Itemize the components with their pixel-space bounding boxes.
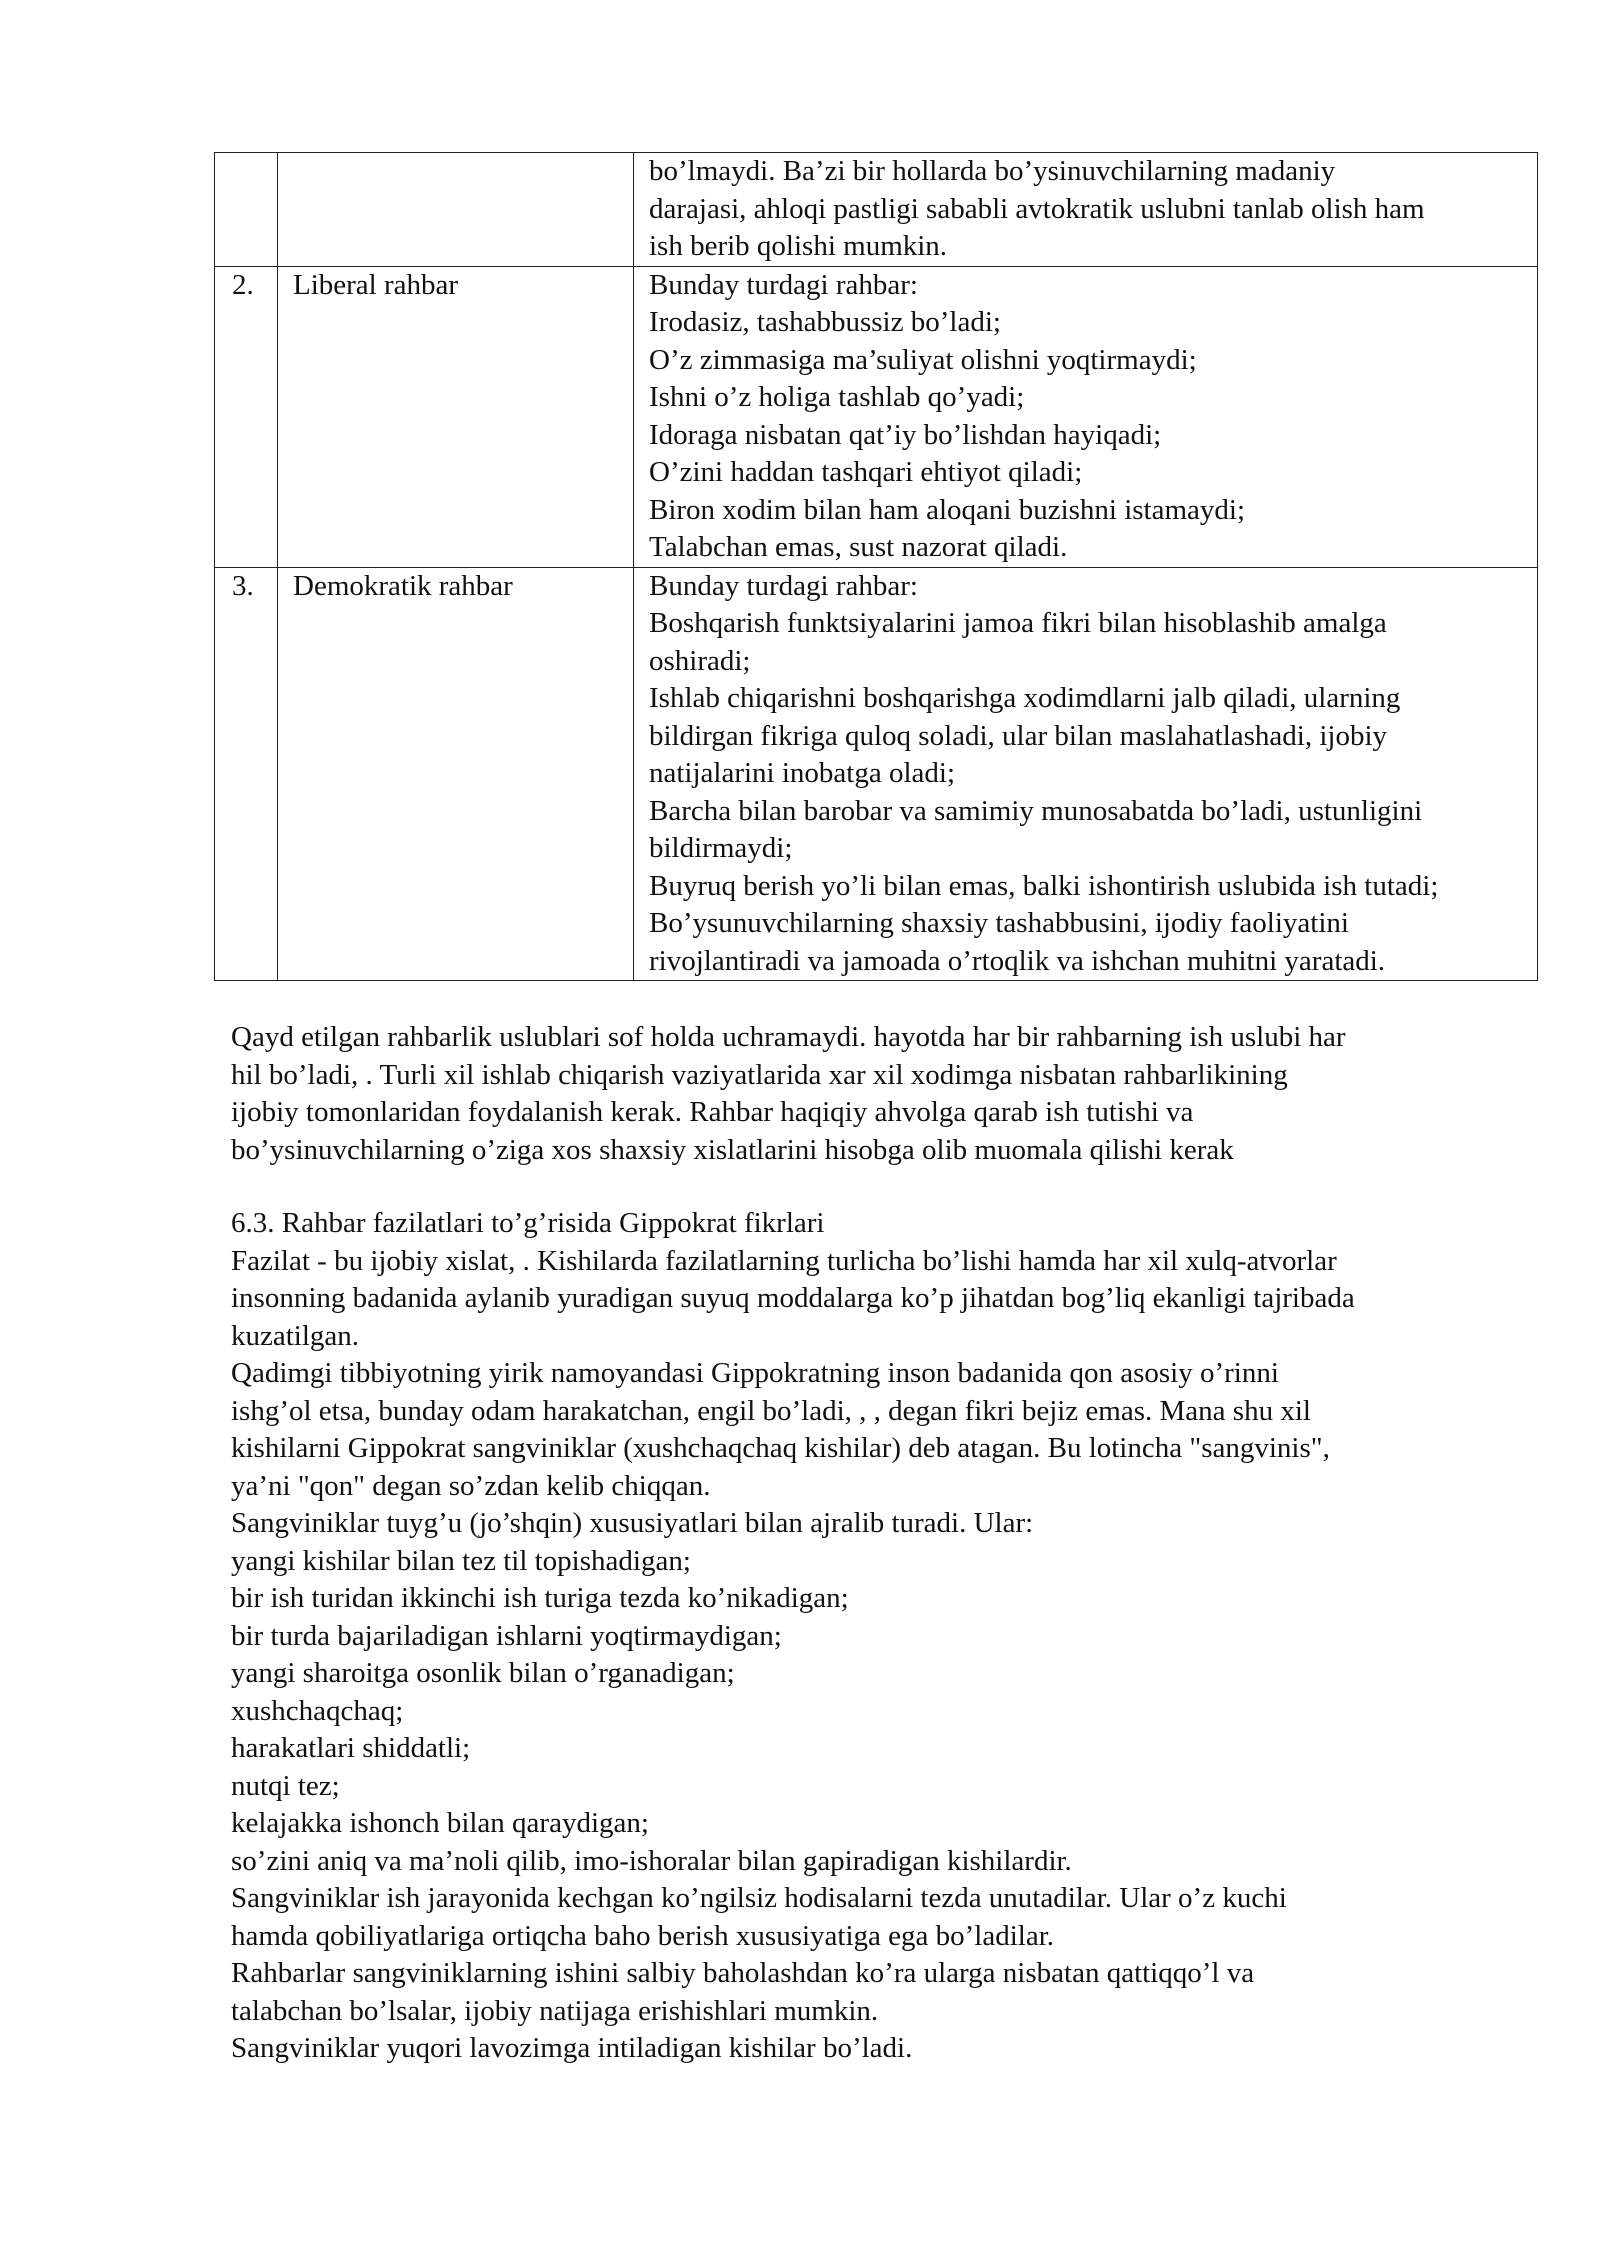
description-line: Talabchan emas, sust nazorat qiladi.	[649, 531, 1068, 563]
section-line: hamda qobiliyatlariga ortiqcha baho berish xususiyatiga ega bo’ladilar.	[231, 1919, 1055, 1952]
section-line: so’zini aniq va ma’noli qilib, imo-ishoralar bilan gapiradigan kishilardir.	[231, 1844, 1072, 1877]
style-description-cell	[634, 567, 1538, 981]
table-body	[215, 153, 1538, 981]
style-description-cell	[634, 153, 1538, 267]
section-line: Sangviniklar tuyg’u (jo’shqin) xususiyatlari bilan ajralib turadi. Ular:	[231, 1507, 1034, 1539]
table-row	[215, 266, 1538, 567]
description-line: bo’lmaydi. Ba’zi bir hollarda bo’ysinuvchilarning madaniy	[649, 155, 1336, 187]
row-number: 3.	[232, 569, 254, 602]
section-line: ishg’ol etsa, bunday odam harakatchan, engil bo’ladi, , , degan fikri bejiz emas. Mana shu xil	[231, 1394, 1311, 1427]
section-line: harakatlari shiddatli;	[231, 1732, 471, 1764]
row-number-cell	[215, 567, 278, 981]
paragraph-line: Qayd etilgan rahbarlik uslublari sof holda uchramaydi. hayotda har bir rahbarning ish uslubi har	[231, 1021, 1346, 1053]
section-line: Qadimgi tibbiyotning yirik namoyandasi Gippokratning inson badanida qon asosiy o’rinni	[231, 1357, 1279, 1389]
section-line: talabchan bo’lsalar, ijobiy natijaga erishishlari mumkin.	[231, 1994, 879, 2027]
description-line: oshiradi;	[649, 644, 751, 677]
description-line: Idoraga nisbatan qat’iy bo’lishdan hayiqadi;	[649, 418, 1162, 451]
description-line: Irodasiz, tashabbussiz bo’ladi;	[649, 306, 1001, 338]
description-line: Ishni o’z holiga tashlab qo’yadi;	[649, 381, 1025, 413]
section-line: ya’ni "qon" degan so’zdan kelib chiqqan.	[231, 1469, 711, 1502]
style-name-cell	[278, 153, 634, 267]
section-gippokrat	[231, 1205, 1561, 2068]
description-line: Boshqarish funktsiyalarini jamoa fikri bilan hisoblashib amalga	[649, 607, 1387, 639]
paragraph-line: ijobiy tomonlaridan foydalanish kerak. Rahbar haqiqiy ahvolga qarab ish tutishi va	[231, 1096, 1194, 1128]
paragraph-line: bo’ysinuvchilarning o’ziga xos shaxsiy xislatlarini hisobga olib muomala qilishi kerak	[231, 1133, 1234, 1166]
section-line: kishilarni Gippokrat sangviniklar (xushchaqchaq kishilar) deb atagan. Bu lotincha "sangvinis",	[231, 1432, 1330, 1464]
section-line: nutqi tez;	[231, 1769, 340, 1802]
description-line: ish berib qolishi mumkin.	[649, 230, 948, 262]
description-line: Barcha bilan barobar va samimiy munosabatda bo’ladi, ustunligini	[649, 794, 1423, 827]
leadership-styles-table	[214, 152, 1538, 981]
section-line: yangi kishilar bilan tez til topishadigan;	[231, 1544, 691, 1577]
section-line: Sangviniklar ish jarayonida kechgan ko’ngilsiz hodisalarni tezda unutadilar. Ular o’z kuchi	[231, 1882, 1287, 1914]
description-line: rivojlantiradi va jamoada o’rtoqlik va ishchan muhitni yaratadi.	[649, 944, 1386, 977]
description-line: Buyruq berish yo’li bilan emas, balki ishontirish uslubida ish tutadi;	[649, 869, 1439, 902]
section-line: kelajakka ishonch bilan qaraydigan;	[231, 1807, 649, 1839]
section-line: Rahbarlar sangviniklarning ishini salbiy baholashdan ko’ra ularga nisbatan qattiqqo’l va	[231, 1957, 1255, 1989]
table-row	[215, 153, 1538, 267]
section-line: kuzatilgan.	[231, 1319, 360, 1352]
paragraph-line: hil bo’ladi, . Turli xil ishlab chiqarish vaziyatlarida xar xil xodimga nisbatan rahbarlikining	[231, 1058, 1288, 1091]
description-line: Biron xodim bilan ham aloqani buzishni istamaydi;	[649, 493, 1246, 526]
section-line: insonning badanida aylanib yuradigan suyuq moddalarga ko’p jihatdan bog’liq ekanligi tajribada	[231, 1282, 1355, 1314]
description-line: darajasi, ahloqi pastligi sababli avtokratik uslubni tanlab olish ham	[649, 192, 1425, 225]
section-line: bir ish turidan ikkinchi ish turiga tezda ko’nikadigan;	[231, 1582, 849, 1614]
section-line: Fazilat - bu ijobiy xislat, . Kishilarda fazilatlarning turlicha bo’lishi hamda har xil xulq-atvorlar	[231, 1244, 1337, 1277]
style-name-cell	[278, 567, 634, 981]
description-line: Bo’ysunuvchilarning shaxsiy tashabbusini, ijodiy faoliyatini	[649, 907, 1349, 939]
description-line: bildirgan fikriga quloq soladi, ular bilan maslahatlashadi, ijobiy	[649, 719, 1388, 752]
section-line: yangi sharoitga osonlik bilan o’rganadigan;	[231, 1657, 735, 1689]
description-line: Ishlab chiqarishni boshqarishga xodimdlarni jalb qiladi, ularning	[649, 682, 1401, 714]
style-description-cell	[634, 266, 1538, 567]
description-line: O’z zimmasiga ma’suliyat olishni yoqtirmaydi;	[649, 343, 1197, 376]
description-line: Bunday turdagi rahbar:	[649, 268, 918, 301]
style-name: Demokratik rahbar	[293, 569, 513, 602]
section-line: bir turda bajariladigan ishlarni yoqtirmaydigan;	[231, 1619, 782, 1652]
table-row	[215, 567, 1538, 981]
description-line: bildirmaydi;	[649, 832, 793, 864]
section-heading: 6.3. Rahbar fazilatlari to’g’risida Gippokrat fikrlari	[231, 1207, 825, 1239]
row-number: 2.	[232, 268, 254, 301]
style-name: Liberal rahbar	[293, 268, 459, 301]
description-line: O’zini haddan tashqari ehtiyot qiladi;	[649, 456, 1083, 488]
description-line: natijalarini inobatga oladi;	[649, 757, 956, 789]
row-number-cell	[215, 153, 278, 267]
summary-paragraph	[231, 1019, 1561, 1169]
section-line: Sangviniklar yuqori lavozimga intiladigan kishilar bo’ladi.	[231, 2032, 913, 2064]
style-name-cell	[278, 266, 634, 567]
description-line: Bunday turdagi rahbar:	[649, 569, 918, 602]
row-number-cell	[215, 266, 278, 567]
section-line: xushchaqchaq;	[231, 1694, 404, 1727]
